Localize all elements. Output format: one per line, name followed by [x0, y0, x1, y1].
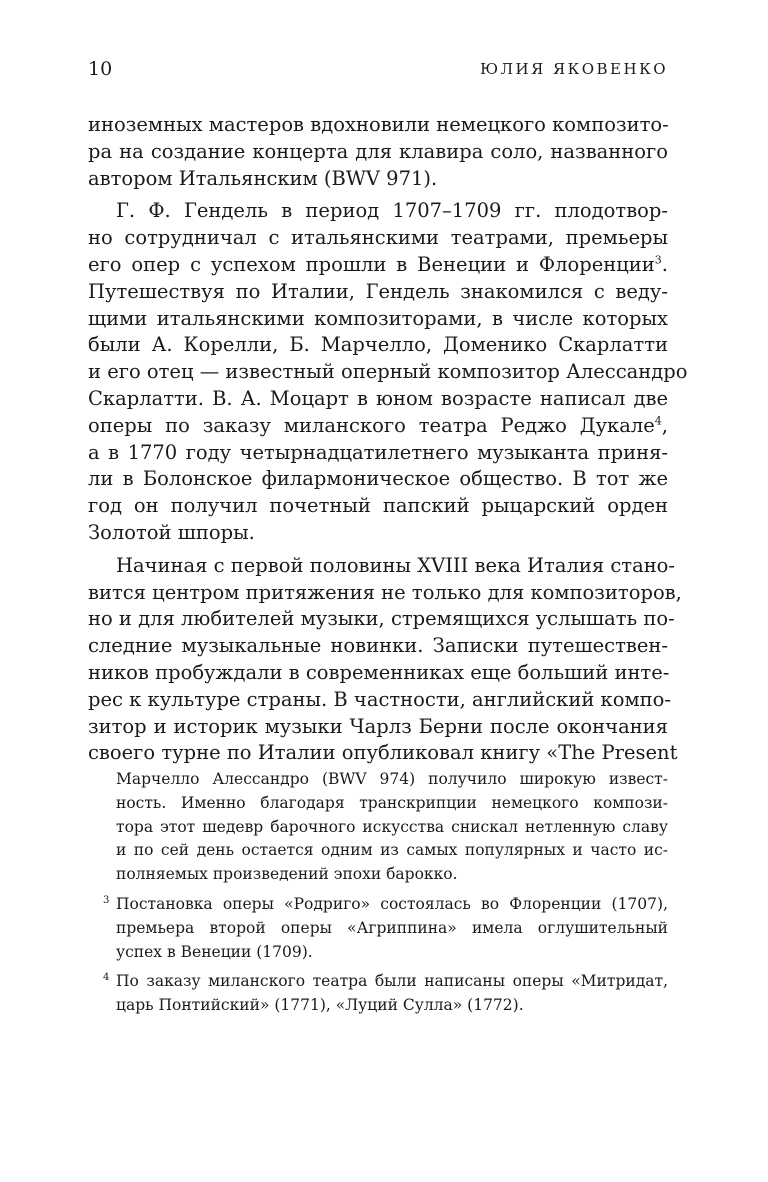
text-line: следние музыкальные новинки. Записки путешествен-	[88, 634, 668, 658]
footnote-ref-3[interactable]: 3	[654, 253, 662, 267]
text-line: Г. Ф. Гендель в период 1707–1709 гг. плодотвор-	[116, 199, 668, 223]
text-line: рес к культуре страны. В частности, английский компо-	[88, 687, 671, 711]
text-line: ра на создание концерта для клавира соло, названного	[88, 139, 668, 163]
punctuation: .	[661, 252, 668, 276]
text-line: год он получил почетный папский рыцарский орден	[88, 494, 668, 518]
text-segment: его опер с успехом прошли в Венеции и Флоренции	[88, 252, 655, 276]
text-line: а в 1770 году четырнадцатилетнего музыканта приня-	[88, 440, 668, 464]
text-line: Начиная с первой половины XVIII века Италия стано-	[116, 553, 676, 577]
text-line: Золотой шпоры.	[88, 520, 255, 544]
footnotes	[103, 768, 668, 1018]
paragraph	[88, 112, 668, 192]
footnote-line: царь Понтийский» (1771), «Луций Сулла» (1772).	[116, 996, 524, 1015]
text-line-with-footnote-ref	[88, 413, 668, 440]
footnote-line: ность. Именно благодаря транскрипции немецкого компози-	[116, 793, 668, 812]
footnote-continued	[116, 768, 668, 887]
paragraph	[88, 198, 688, 546]
footnote-line: По заказу миланского театра были написаны оперы «Митридат,	[116, 972, 668, 991]
text-line: автором Итальянским (BWV 971).	[88, 166, 438, 190]
text-segment: оперы по заказу миланского театра Реджо Дукале	[88, 413, 655, 437]
text-line: ников пробуждали в современниках еще больший инте-	[88, 660, 670, 684]
footnote-line: и по сей день остается одним из самых популярных и часто ис-	[116, 841, 668, 860]
footnote-line: полняемых произведений эпохи барокко.	[116, 865, 458, 884]
footnote-ref-4[interactable]: 4	[654, 414, 662, 428]
punctuation: ,	[661, 413, 668, 437]
paragraph	[88, 553, 682, 767]
text-line: но сотрудничал с итальянскими театрами, премьеры	[88, 226, 668, 250]
text-line: иноземных мастеров вдохновили немецкого композито-	[88, 113, 669, 136]
footnote-mark: 3	[103, 894, 110, 906]
footnote-line: Постановка оперы «Родриго» состоялась во Флоренции (1707),	[116, 894, 668, 913]
footnote-line: премьера второй оперы «Агриппина» имела оглушительный	[116, 918, 668, 937]
text-line: своего турне по Италии опубликовал книгу «The Present	[88, 741, 678, 765]
text-line: ли в Болонское филармоническое общество. В тот же	[88, 467, 668, 491]
text-line: щими итальянскими композиторами, в числе которых	[88, 306, 668, 330]
text-line: Скарлатти. В. А. Моцарт в юном возрасте написал две	[88, 386, 668, 410]
text-line: и его отец — известный оперный композитор Алессандро	[88, 360, 688, 384]
running-head: ЮЛИЯ ЯКОВЕНКО	[480, 60, 668, 78]
footnote-line: тора этот шедевр барочного искусства снискал нетленную славу	[116, 817, 668, 836]
footnote-4	[103, 970, 668, 1018]
text-line: были А. Корелли, Б. Марчелло, Доменико Скарлатти	[88, 333, 668, 357]
text-line: вится центром притяжения не только для композиторов,	[88, 580, 682, 604]
text-line: но и для любителей музыки, стремящихся услышать по-	[88, 607, 675, 631]
footnote-mark: 4	[103, 972, 110, 984]
text-line: Путешествуя по Италии, Гендель знакомился с веду-	[88, 279, 668, 303]
footnote-line: успех в Венеции (1709).	[116, 942, 313, 961]
footnote-3	[103, 893, 668, 964]
text-line: зитор и историк музыки Чарлз Берни после окончания	[88, 714, 668, 738]
main-text	[88, 112, 688, 767]
footnote-line: Марчелло Алессандро (BWV 974) получило широкую извест-	[116, 770, 668, 788]
page-number: 10	[88, 58, 113, 80]
text-line-with-footnote-ref	[88, 252, 668, 279]
